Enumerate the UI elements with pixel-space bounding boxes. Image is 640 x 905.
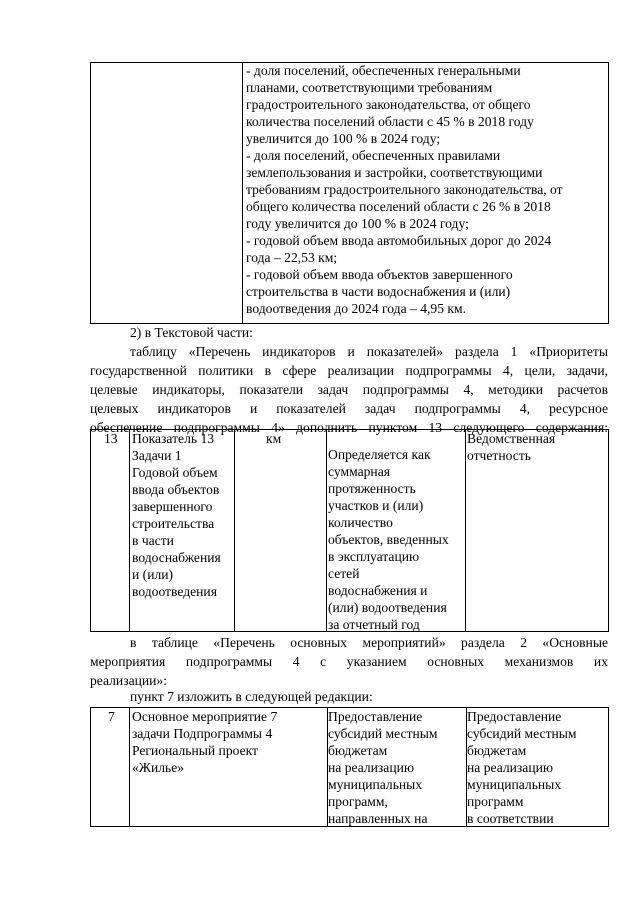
text-line: Предоставление [328, 709, 423, 724]
unit-value: км [266, 431, 282, 446]
section-heading: 2) в Текстовой части: [130, 325, 253, 340]
paragraph-line: мероприятия подпрограммы 4 с указанием основных механизмов их [90, 654, 608, 669]
unit-cell [235, 430, 327, 632]
paragraph-line: целевые индикаторы, показатели задач подпрограммы 4, методики расчетов [90, 382, 608, 397]
paragraph-line: государственной политики в сфере реализации подпрограммы 4, цели, задачи, [90, 363, 608, 378]
text-line: задачи Подпрограммы 4 [132, 726, 273, 741]
text-line: субсидий местным [328, 726, 438, 741]
top-table-left-cell [91, 63, 243, 324]
text-line: строительства в части водоснабжения и (или) [246, 284, 511, 299]
top-table-text [246, 62, 606, 317]
text-line: в эксплуатацию [328, 549, 420, 564]
paragraph-line: в таблице «Перечень основных мероприятий» раздела 2 «Основные [130, 635, 608, 650]
text-line: Основное мероприятие 7 [132, 709, 278, 724]
text-line: количество [328, 515, 393, 530]
text-line: суммарная [328, 464, 390, 479]
paragraph-line: целевых индикаторов и показателей задач подпрограммы 4, ресурсное [90, 401, 608, 416]
text-line: Определяется как [328, 447, 431, 462]
text-line: - доля поселений, обеспеченных правилами [246, 148, 501, 163]
text-line: муниципальных [328, 777, 423, 792]
text-line: протяженность [328, 481, 416, 496]
text-line: сетей [328, 566, 360, 581]
paragraph-line: пункт 7 изложить в следующей редакции: [130, 689, 373, 704]
text-line: на реализацию [328, 760, 415, 775]
text-line: объектов, введенных [328, 532, 449, 547]
paragraph-line: реализации»: [90, 673, 168, 688]
num-cell [91, 708, 130, 827]
text-line: и (или) [132, 567, 174, 582]
text-line: участков и (или) [328, 498, 424, 513]
text-line: Задачи 1 [132, 448, 182, 463]
text-line: водоотведения до 2024 года – 4,95 км. [246, 301, 467, 316]
text-line: количества поселений области с 45 % в 2018 году [246, 114, 534, 129]
measure-description [328, 708, 438, 827]
text-line: - годовой объем ввода автомобильных дорог до 2024 [246, 233, 552, 248]
measure-name [132, 708, 277, 776]
mechanism-description [467, 708, 577, 827]
data-source [467, 430, 555, 464]
text-line: «Жилье» [132, 760, 185, 775]
paragraph-line: обеспечение подпрограммы 4» дополнить пунктом 13 следующего содержания: [90, 420, 608, 435]
text-line: муниципальных [467, 777, 562, 792]
text-line: в части [132, 533, 174, 548]
row-number: 7 [108, 709, 115, 724]
text-line: Предоставление [467, 709, 562, 724]
text-line: года – 22,53 км; [246, 250, 338, 265]
text-line: Ведомственная [467, 431, 556, 446]
text-line: общего количества поселений области с 26 % в 2018 [246, 199, 551, 214]
text-line: за отчетный год [328, 617, 420, 632]
text-line: бюджетам [467, 743, 527, 758]
num-cell [91, 430, 130, 632]
row-number: 13 [104, 431, 118, 446]
text-line: Показатель 13 [132, 431, 215, 446]
text-line: отчетность [467, 448, 531, 463]
text-line: землепользования и застройки, соответствующими [246, 165, 543, 180]
text-line: году увеличится до 100 % в 2024 году; [246, 216, 469, 231]
text-line: программ [467, 794, 524, 809]
calculation-method [328, 446, 449, 633]
text-line: направленных на [328, 811, 428, 826]
text-line: программ, [328, 794, 388, 809]
indicator-name [132, 430, 221, 600]
text-line: на реализацию [467, 760, 554, 775]
text-line: увеличится до 100 % в 2024 году; [246, 131, 441, 146]
text-line: строительства [132, 516, 215, 531]
text-line: (или) водоотведения [328, 600, 447, 615]
text-line: Годовой объем [132, 465, 218, 480]
text-line: ввода объектов [132, 482, 220, 497]
text-line: - годовой объем ввода объектов завершенного [246, 267, 513, 282]
text-line: Региональный проект [132, 743, 258, 758]
text-line: субсидий местным [467, 726, 577, 741]
paragraph-line: таблицу «Перечень индикаторов и показателей» раздела 1 «Приоритеты [130, 344, 608, 359]
text-line: бюджетам [328, 743, 388, 758]
text-line: требованиям градостроительного законодательства, от [246, 182, 563, 197]
text-line: водоснабжения [132, 550, 221, 565]
text-line: планами, соответствующими требованиям [246, 80, 493, 95]
text-line: градостроительного законодательства, от общего [246, 97, 531, 112]
text-line: - доля поселений, обеспеченных генеральными [246, 63, 521, 78]
text-line: водоотведения [132, 584, 217, 599]
text-line: водоснабжения и [328, 583, 428, 598]
text-line: в соответствии [467, 811, 554, 826]
text-line: завершенного [132, 499, 213, 514]
